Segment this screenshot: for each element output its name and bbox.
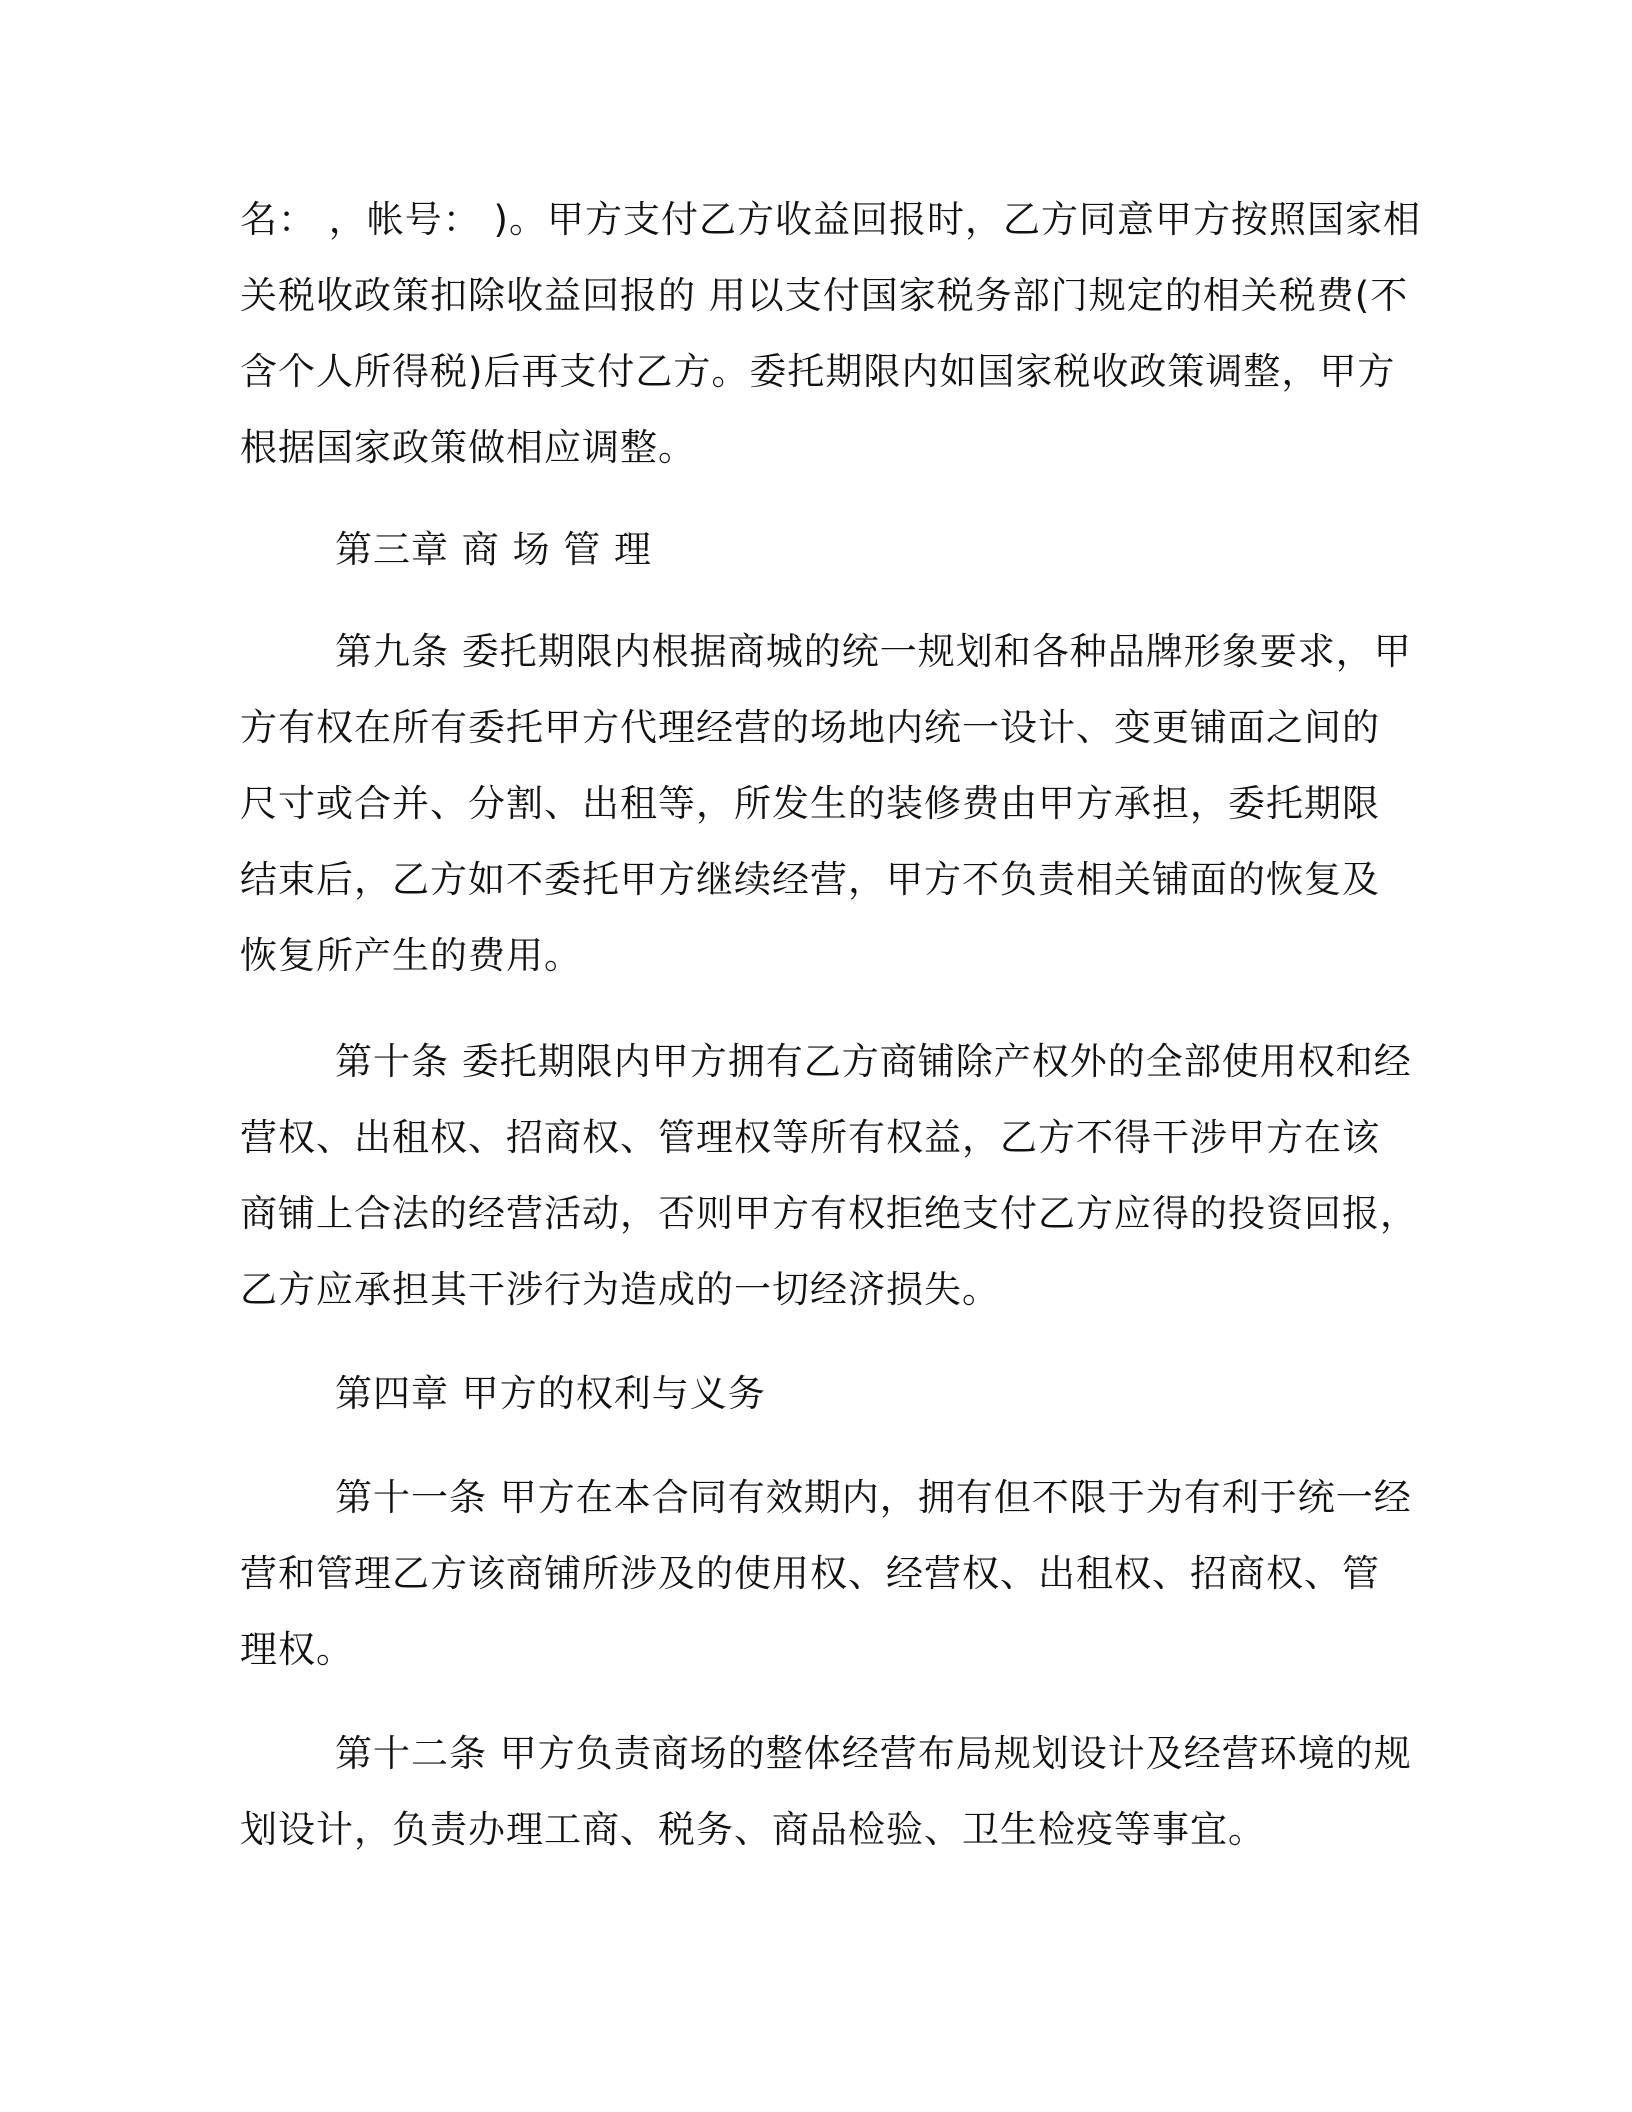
text-line: 理权。 [240, 1628, 354, 1671]
text-line: 根据国家政策做相应调整。 [240, 426, 696, 469]
text-line: 营权、出租权、招商权、管理权等所有权益，乙方不得干涉甲方在该 [240, 1116, 1380, 1159]
chapter-heading: 第四章 甲方的权利与义务 [335, 1372, 766, 1415]
text-line: 关税收政策扣除收益回报的 用以支付国家税务部门规定的相关税费(不 [240, 274, 1409, 317]
text-line: 方有权在所有委托甲方代理经营的场地内统一设计、变更铺面之间的 [240, 706, 1380, 749]
text-line: 营和管理乙方该商铺所涉及的使用权、经营权、出租权、招商权、管 [240, 1552, 1380, 1595]
text-line: 商铺上合法的经营活动，否则甲方有权拒绝支付乙方应得的投资回报， [240, 1192, 1418, 1235]
text-line: 名： ，帐号： )。甲方支付乙方收益回报时，乙方同意甲方按照国家相 [240, 198, 1421, 241]
article-line: 第十一条 甲方在本合同有效期内，拥有但不限于为有利于统一经 [335, 1476, 1412, 1519]
text-line: 尺寸或合并、分割、出租等，所发生的装修费由甲方承担，委托期限 [240, 782, 1380, 825]
chapter-heading: 第三章 商 场 管 理 [335, 528, 653, 571]
text-line: 恢复所产生的费用。 [240, 934, 582, 977]
text-line: 乙方应承担其干涉行为造成的一切经济损失。 [240, 1268, 1000, 1311]
text-line: 含个人所得税)后再支付乙方。委托期限内如国家税收政策调整，甲方 [240, 350, 1396, 393]
article-line: 第九条 委托期限内根据商城的统一规划和各种品牌形象要求，甲 [335, 630, 1412, 673]
text-line: 结束后，乙方如不委托甲方继续经营，甲方不负责相关铺面的恢复及 [240, 858, 1380, 901]
article-line: 第十条 委托期限内甲方拥有乙方商铺除产权外的全部使用权和经 [335, 1040, 1412, 1083]
text-line: 划设计，负责办理工商、税务、商品检验、卫生检疫等事宜。 [240, 1808, 1266, 1851]
article-line: 第十二条 甲方负责商场的整体经营布局规划设计及经营环境的规 [335, 1732, 1412, 1775]
